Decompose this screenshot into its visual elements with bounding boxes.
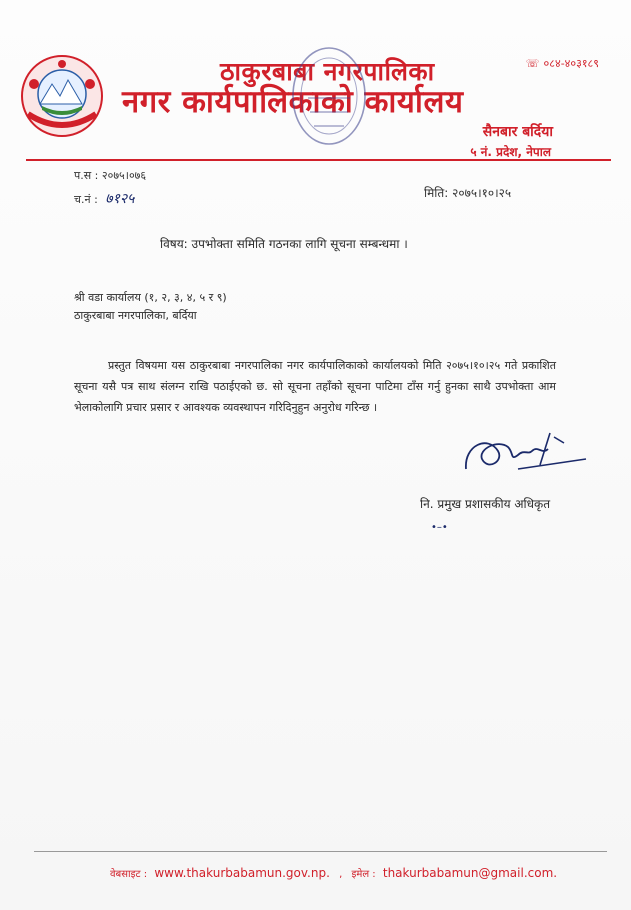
recipient-line-2: ठाकुरबाबा नगरपालिका, बर्दिया [74,309,197,322]
signer-title: नि. प्रमुख प्रशासकीय अधिकृत [420,497,551,511]
phone-value: ०८४-४०३१८९ [543,57,599,70]
date-value: २०७५।१०।२५ [452,186,512,200]
letter-footer [110,866,557,880]
signature-mark: •–• [431,522,448,533]
letter-subject: विषय: उपभोक्ता समिति गठनका लागि सूचना सम्बन्धमा । [160,237,408,251]
email-label: इमेल : [351,869,376,880]
date-label: मिति: [424,186,449,200]
municipality-name: ठाकुरबाबा नगरपालिका [220,57,435,86]
website-link[interactable]: www.thakurbabamun.gov.np. [154,866,330,880]
website-label: वेबसाइट : [110,869,148,880]
email-link[interactable]: thakurbabamun@gmail.com. [382,866,558,880]
dispatch-value: ७१२५ [105,191,135,207]
signature-icon [458,425,590,487]
letter-date [424,184,511,201]
office-province: ५ नं. प्रदेश, नेपाल [470,145,551,159]
phone-icon: ☏ [525,57,540,70]
ref-label: प.स : [74,169,99,182]
dispatch-number [74,189,134,208]
footer-divider [34,851,607,852]
nepal-emblem-icon [20,54,104,138]
body-paragraph: प्रस्तुत विषयमा यस ठाकुरबाबा नगरपालिका नगर कार्यपालिकाको कार्यालयको मिति २०७५।१०।२५ गते प्रकाशित सूचना यसै पत्र साथ संलग्न राखि पठाईएको छ. सो सूचना तहाँको सूचना पाटिमा टाँस गर्नु हुनका साथै उपभोक्ता आम भेलाकोलागि प्रचार प्रसार र आवश्यक व्यवस्थापन गरिदिनुहुन अनुरोध गरिन्छ । [74,359,556,414]
header-divider [26,159,611,161]
letter-body [74,355,556,418]
recipient-line-1: श्री वडा कार्यालय (१, २, ३, ४, ५ र ९) [74,291,227,304]
office-stamp-icon [288,40,370,152]
reference-number [74,168,146,183]
footer-separator: , [339,869,343,880]
ref-value: २०७५।०७६ [101,169,147,182]
phone-number [526,56,599,71]
dispatch-label: च.नं : [74,193,98,206]
office-name: नगर कार्यपालिकाको कार्यालय [122,84,464,120]
office-location: सैनबार बर्दिया [482,124,553,140]
